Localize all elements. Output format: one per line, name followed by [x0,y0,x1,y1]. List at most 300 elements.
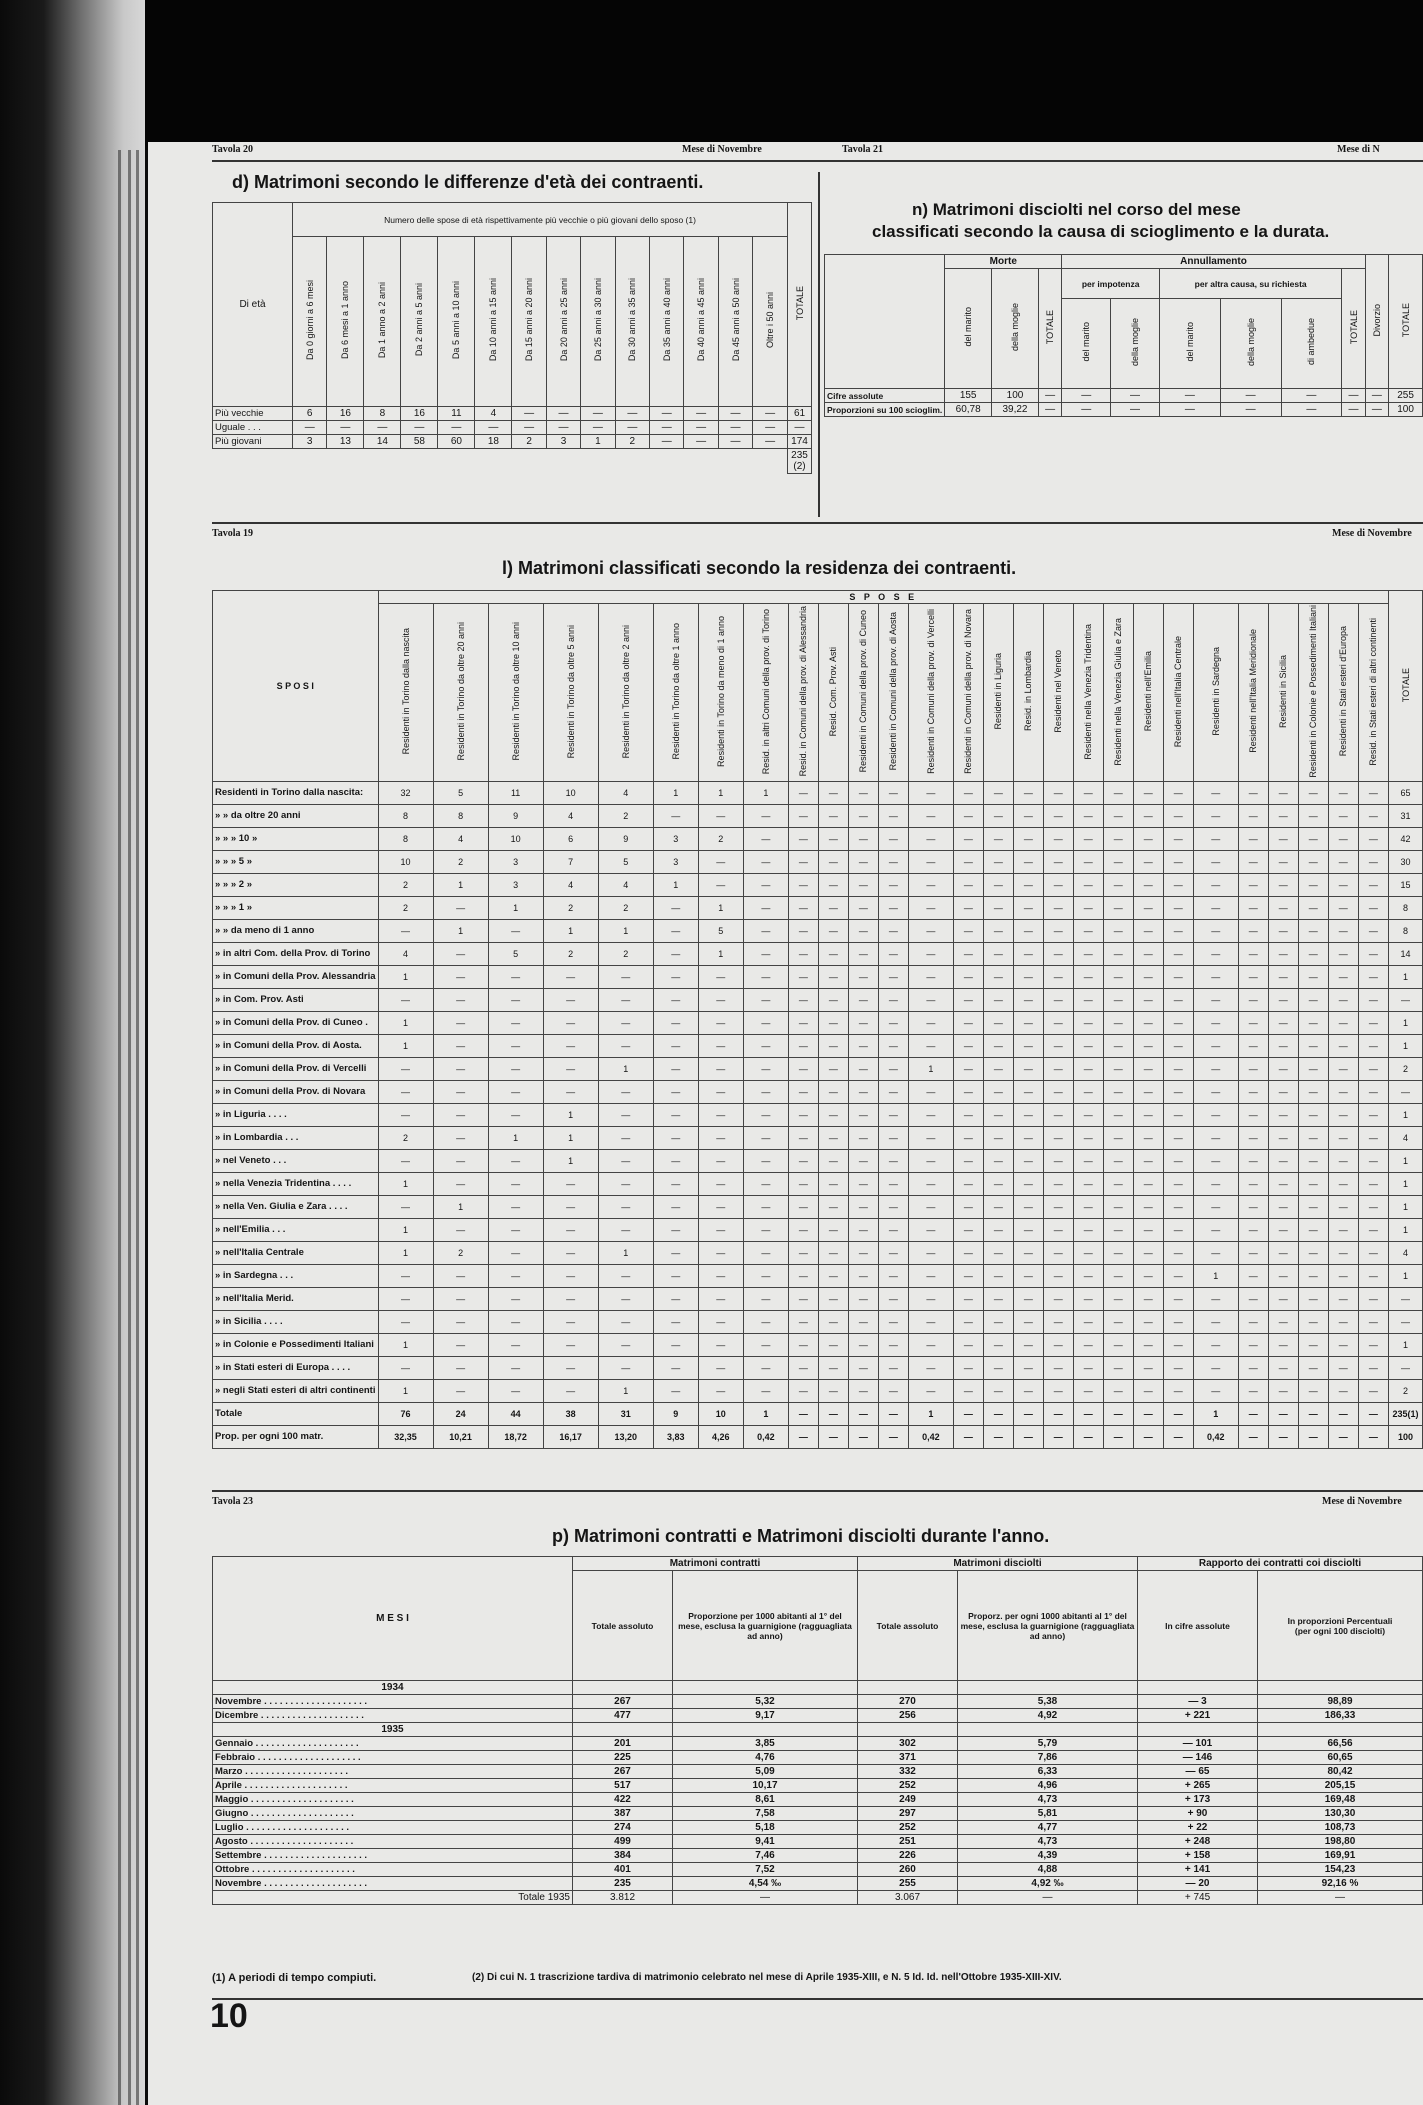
table-l-cell: — [1133,827,1163,850]
table-l-cell: — [1298,1218,1328,1241]
table-l-cell: — [1073,850,1103,873]
table-l-cell: — [1358,1080,1388,1103]
table-l-cell: — [1013,1172,1043,1195]
table-l-cell: — [1103,1126,1133,1149]
table-row [213,988,1423,1011]
table-l-cell: — [1328,1172,1358,1195]
table-l-cell: — [1238,1057,1268,1080]
table-l-row-label: » » da oltre 20 anni [213,804,379,827]
table-l-cell: — [1268,1402,1298,1425]
table-p-cell: 4,73 [958,1835,1138,1849]
table-l-cell: — [1238,1241,1268,1264]
table-l-cell: — [818,919,848,942]
table-l-cell: — [598,1172,653,1195]
table-l-cell: — [953,896,983,919]
table-l-cell: — [1013,804,1043,827]
table-d-cell: — [684,407,718,421]
table-n-cell: 100 [992,389,1039,403]
table-l-cell: — [788,1149,818,1172]
table-n-cell: — [1281,389,1342,403]
table-l-cell: — [953,965,983,988]
table-l-cell: — [1133,896,1163,919]
table-p-cell: 274 [573,1821,673,1835]
table-d-col-head: Da 40 anni a 45 anni [696,278,707,362]
table-l-row-label: » in Lombardia . . . [213,1126,379,1149]
table-l-cell: — [1103,1195,1133,1218]
table-l-cell: — [908,873,953,896]
table-l-cell: — [1013,1287,1043,1310]
table-d-cell: — [615,407,649,421]
table-l-cell: — [1328,1425,1358,1448]
table-l-cell: — [598,1011,653,1034]
table-l-cell: 9 [488,804,543,827]
table-l-cell: — [788,1356,818,1379]
table-l-cell: 10 [378,850,433,873]
table-n-cell: — [1159,389,1220,403]
table-l-cell: — [378,1149,433,1172]
table-l-cell: — [1193,1172,1238,1195]
table-l-cell: — [653,1218,698,1241]
table-n-cell: — [1111,403,1160,417]
table-n [824,254,1423,417]
table-l-cell: — [848,827,878,850]
table-d-cell: — [788,421,812,435]
table-row [213,1195,1423,1218]
table-l-cell: — [953,1425,983,1448]
table-l-cell: — [983,1425,1013,1448]
table-l-cell: — [818,1287,848,1310]
table-l-cell: — [1268,1057,1298,1080]
table-l-cell: — [1268,1126,1298,1149]
table-l-cell: — [1133,942,1163,965]
table-l-cell: — [743,1356,788,1379]
table-d-col-head: Da 2 anni a 5 anni [414,283,425,357]
table-l-col-head: Resid. in Comuni della prov. di Alessandria [798,606,809,777]
table-l-cell: — [1358,804,1388,827]
table-l-cell: — [908,1080,953,1103]
table-l-cell: — [378,1264,433,1287]
table-l-cell: — [818,1126,848,1149]
table-l-cell: — [1328,1310,1358,1333]
table-l-cell: 4,26 [698,1425,743,1448]
table-l-cell: 1 [433,919,488,942]
table-l-cell: — [1268,919,1298,942]
table-l-cell: — [848,873,878,896]
table-l-cell: — [1073,1218,1103,1241]
table-l-cell: — [1043,781,1073,804]
table-l-cell: — [1238,919,1268,942]
table-n-cell: 100 [1389,403,1423,417]
table-l-cell: — [818,1149,848,1172]
table-l-cell: — [1358,1057,1388,1080]
table-l-cell: — [1238,1333,1268,1356]
table-l-cell: — [1298,1034,1328,1057]
table-l-cell: — [1103,1011,1133,1034]
table-l-cell: 7 [543,850,598,873]
table-l-cell: — [818,1172,848,1195]
table-l-cell: 1 [378,1333,433,1356]
table-l-col-head: Residenti in Torino da oltre 2 anni [620,624,631,759]
table-l-cell: — [983,873,1013,896]
table-l-cell: — [1163,919,1193,942]
table-l-cell: — [488,1310,543,1333]
table-l-cell: — [1193,1011,1238,1034]
table-l-cell: 4 [543,804,598,827]
table-l [212,590,1423,1449]
table-l-cell: — [698,850,743,873]
table-p-total-cell: + 745 [1138,1891,1258,1905]
table-l-row-label: » in Com. Prov. Asti [213,988,379,1011]
table-l-cell: — [878,988,908,1011]
table-l-cell: 2 [378,1126,433,1149]
table-l-col-head: Residenti in Comuni della prov. di Cuneo [858,610,869,773]
table-l-cell: — [788,804,818,827]
table-l-cell: — [698,1379,743,1402]
table-row [213,965,1423,988]
table-l-cell: — [1043,942,1073,965]
table-l-cell: — [1163,1218,1193,1241]
table-l-cell: — [1163,1425,1193,1448]
table-row [213,1356,1423,1379]
table-l-cell: — [1103,1103,1133,1126]
table-l-cell: — [598,988,653,1011]
table-l-cell: — [1073,827,1103,850]
table-l-cell: — [1268,942,1298,965]
table-p-cell: 4,92 ‰ [958,1877,1138,1891]
table-l-cell: — [983,1057,1013,1080]
table-l-cell: — [983,1379,1013,1402]
table-l-row-label: Totale [213,1402,379,1425]
table-l-cell: — [378,1356,433,1379]
table-l-cell: — [983,804,1013,827]
table-l-cell: — [433,1264,488,1287]
table-l-row-label: » in Comuni della Prov. di Novara [213,1080,379,1103]
table-l-cell: 14 [1389,942,1423,965]
table-l-cell: — [878,1011,908,1034]
table-d-cell: — [401,421,438,435]
table-l-cell: — [953,1034,983,1057]
table-l-cell: — [488,1149,543,1172]
table-d-row-head: Di età [213,203,293,407]
table-l-cell: — [983,1126,1013,1149]
table-d-cell: — [718,407,752,421]
table-l-cell: — [788,1011,818,1034]
table-l-cell: — [1328,942,1358,965]
table-row [213,1402,1423,1425]
table-p-cell: 252 [858,1779,958,1793]
table-l-cell: — [1163,1172,1193,1195]
table-l-cell: 2 [698,827,743,850]
table-l-cell: — [743,1103,788,1126]
table-p-month: Ottobre . . . . . . . . . . . . . . . . . . . . [213,1863,573,1877]
table-l-cell: — [1193,1080,1238,1103]
table-l-cell: — [543,965,598,988]
table-l-cell: 4 [598,873,653,896]
table-n-col-head: del marito [1081,322,1092,362]
table-l-cell: — [788,1425,818,1448]
table-l-row-label: » nella Venezia Tridentina . . . . [213,1172,379,1195]
table-l-cell: — [1133,1080,1163,1103]
table-l-cell: — [983,1402,1013,1425]
table-l-cell: — [818,1402,848,1425]
table-l-cell: — [1358,1402,1388,1425]
table-l-cell: — [653,919,698,942]
table-l-cell: — [1163,1103,1193,1126]
table-p-col-head: Totale assoluto [573,1571,673,1681]
table-l-cell: — [653,1172,698,1195]
table-l-cell: — [698,1126,743,1149]
table-l-cell: — [848,1333,878,1356]
table-p-cell: 371 [858,1751,958,1765]
table-l-cell: 2 [433,850,488,873]
table-l-cell: — [848,1057,878,1080]
table-l-cell: — [953,1356,983,1379]
table-p-cell: 108,73 [1258,1821,1423,1835]
table-l-cell: — [743,942,788,965]
table-l-row-label: » in Comuni della Prov. di Vercelli [213,1057,379,1080]
table-l-cell: — [1043,1126,1073,1149]
table-d-cell: — [512,421,546,435]
table-p-month: Novembre . . . . . . . . . . . . . . . . . . . . [213,1695,573,1709]
table-l-cell: 1 [543,1103,598,1126]
table-l-cell: — [908,850,953,873]
table-l-cell: — [1238,896,1268,919]
table-l-cell: — [1268,804,1298,827]
scan-edge-line [136,150,139,2105]
table-l-cell: 4 [1389,1241,1423,1264]
table-l-cell: — [598,1080,653,1103]
table-l-cell: — [878,1149,908,1172]
table-l-cell: — [1238,1080,1268,1103]
table-l-cell: — [698,873,743,896]
table-l-cell: — [1298,1402,1328,1425]
table-l-cell: — [818,965,848,988]
header-rule [212,160,1423,162]
table-p-cell: 260 [858,1863,958,1877]
table-d-row-label: Uguale . . . [213,421,293,435]
table-p-cell: 255 [858,1877,958,1891]
table-p-cell: — 146 [1138,1751,1258,1765]
table-l-cell: — [788,1333,818,1356]
table-l-cell: — [1043,1310,1073,1333]
table-l-cell: — [1103,1034,1133,1057]
table-d-cell: 58 [401,435,438,449]
table-l-cell: 1 [598,1241,653,1264]
table-d-cell: 6 [293,407,327,421]
table-l-cell: — [1268,1011,1298,1034]
table-d-col-head: Da 10 anni a 15 anni [488,278,499,362]
table-l-cell: — [1238,781,1268,804]
table-l-cell: — [653,1310,698,1333]
table-l-cell: 30 [1389,850,1423,873]
table-p-total-label: Totale 1935 [213,1891,573,1905]
table-n-title-2: classificati secondo la causa di scioglimento e la durata. [872,222,1330,241]
section-rule [212,1490,1423,1492]
table-l-cell: — [1268,1310,1298,1333]
table-l-cell: — [1073,1333,1103,1356]
table-l-cell: — [1298,1011,1328,1034]
table-n-cell: — [1365,389,1388,403]
table-l-cell: — [1268,1195,1298,1218]
table-p-cell: 4,73 [958,1793,1138,1807]
table-l-cell: — [1133,804,1163,827]
table-l-cell: — [878,1080,908,1103]
table-l-cell: — [848,804,878,827]
table-p-cell: 4,54 ‰ [673,1877,858,1891]
table-l-cell: — [1298,1241,1328,1264]
table-l-cell: — [818,1356,848,1379]
table-d-col-head: TOTALE [794,285,805,321]
table-l-cell: — [698,1310,743,1333]
table-l-cell: — [953,1264,983,1287]
table-l-cell: — [878,1218,908,1241]
table-n-col-head: TOTALE [1400,302,1411,338]
running-header-right: Mese di N [1337,144,1380,155]
table-l-cell: — [1358,988,1388,1011]
table-l-cell: — [1193,1356,1238,1379]
table-l-row-label: » » » 10 » [213,827,379,850]
table-l-cell: 1 [908,1402,953,1425]
table-l-col-head: Residenti in Colonie e Possedimenti Italiani [1308,605,1319,778]
table-l-cell: — [1193,1057,1238,1080]
table-l-cell: — [698,1172,743,1195]
table-l-cell: — [698,1195,743,1218]
table-p-col-head: Proporzione per 1000 abitanti al 1° del mese, esclusa la guarnigione (ragguagliata ad anno) [673,1571,858,1681]
table-l-cell: — [488,1379,543,1402]
table-row [213,1709,1423,1723]
table-row [213,1821,1423,1835]
table-l-cell: — [1328,1195,1358,1218]
table-l-cell: — [1013,1218,1043,1241]
table-l-cell: — [1358,965,1388,988]
table-l-cell: — [1268,1103,1298,1126]
table-d-col-head: Da 15 anni a 20 anni [524,278,535,362]
table-l-cell: — [1358,1195,1388,1218]
table-l-cell: — [1043,1241,1073,1264]
table-l-cell: — [818,1080,848,1103]
table-p-cell: 401 [573,1863,673,1877]
table-p-total-cell: — [1258,1891,1423,1905]
table-l-cell: — [1163,1057,1193,1080]
table-d-cell: 2 [512,435,546,449]
table-l-cell: — [818,942,848,965]
table-row [213,1034,1423,1057]
table-l-cell: — [953,1149,983,1172]
table-l-cell: — [1328,1149,1358,1172]
table-l-cell: — [1358,942,1388,965]
table-row [213,1737,1423,1751]
table-l-cell: — [1298,827,1328,850]
table-n-col-head: del marito [963,307,974,347]
table-l-cell: — [908,919,953,942]
table-l-cell: — [983,1264,1013,1287]
table-l-cell: — [1328,827,1358,850]
table-l-row-label: » in Sicilia . . . . [213,1310,379,1333]
table-l-cell: — [1193,1379,1238,1402]
table-p-cell: 7,58 [673,1807,858,1821]
table-l-cell: — [743,1195,788,1218]
table-l-cell: — [1298,804,1328,827]
table-l-cell: — [698,1241,743,1264]
table-p-cell: 186,33 [1258,1709,1423,1723]
table-l-cell: — [908,1264,953,1287]
table-l-cell: — [1298,1103,1328,1126]
table-l-cell: — [488,1103,543,1126]
table-l-cell: — [653,1057,698,1080]
table-l-cell: — [1268,1034,1298,1057]
table-l-cell: — [653,896,698,919]
table-l-cell: — [598,1149,653,1172]
table-l-cell: — [788,873,818,896]
table-l-cell: — [908,1034,953,1057]
table-l-cell: — [1043,1287,1073,1310]
table-l-cell: — [848,1172,878,1195]
table-l-cell: — [1298,942,1328,965]
table-l-cell: — [1298,1057,1328,1080]
table-l-cell: — [848,1149,878,1172]
table-l-cell: — [878,1356,908,1379]
table-l-cell: 1 [1389,1264,1423,1287]
table-n-col-head: della moglie [1009,302,1020,352]
table-l-row-label: » in Colonie e Possedimenti Italiani [213,1333,379,1356]
table-l-cell: — [953,850,983,873]
table-l-row-label: Prop. per ogni 100 matr. [213,1425,379,1448]
table-l-cell: — [983,827,1013,850]
table-n-cell: — [1342,389,1365,403]
table-l-cell: — [1103,919,1133,942]
table-l-cell: — [1358,1172,1388,1195]
table-p-cell: 4,77 [958,1821,1138,1835]
table-l-cell: — [1298,988,1328,1011]
table-l-cell: — [1133,873,1163,896]
table-l-cell: 9 [653,1402,698,1425]
table-l-cell: — [1328,1034,1358,1057]
table-l-cell: — [543,1057,598,1080]
table-l-cell: — [848,1241,878,1264]
table-l-cell: — [433,1011,488,1034]
table-l-cell: — [1193,1103,1238,1126]
table-l-cell: — [788,1057,818,1080]
table-l-cell: — [698,1034,743,1057]
table-l-cell: — [878,1379,908,1402]
table-l-cell: — [1238,1425,1268,1448]
table-l-cell: — [598,1034,653,1057]
table-l-cell: — [543,1011,598,1034]
table-l-cell: — [543,1333,598,1356]
table-l-cell: — [743,1126,788,1149]
table-l-cell: — [653,1011,698,1034]
table-d-cell: 1 [581,435,615,449]
table-l-cell: — [1043,873,1073,896]
table-l-cell: — [818,781,848,804]
table-l-cell: — [378,1195,433,1218]
table-l-cell: — [488,1264,543,1287]
table-l-cell: — [1013,896,1043,919]
table-l-cell: — [1013,1425,1043,1448]
table-l-cell: — [1268,827,1298,850]
table-l-cell: — [743,896,788,919]
table-l-cell: — [488,1011,543,1034]
table-d-col-head: Oltre i 50 anni [765,291,776,349]
table-l-cell: — [1073,942,1103,965]
table-l-row-label: » » » 1 » [213,896,379,919]
table-l-cell: — [378,919,433,942]
table-n-col-head: della moglie [1245,317,1256,367]
table-l-cell: — [1103,1379,1133,1402]
table-p-disciolti-head: Matrimoni disciolti [858,1557,1138,1571]
table-l-cell: — [1013,1057,1043,1080]
table-l-cell: — [1043,1057,1073,1080]
